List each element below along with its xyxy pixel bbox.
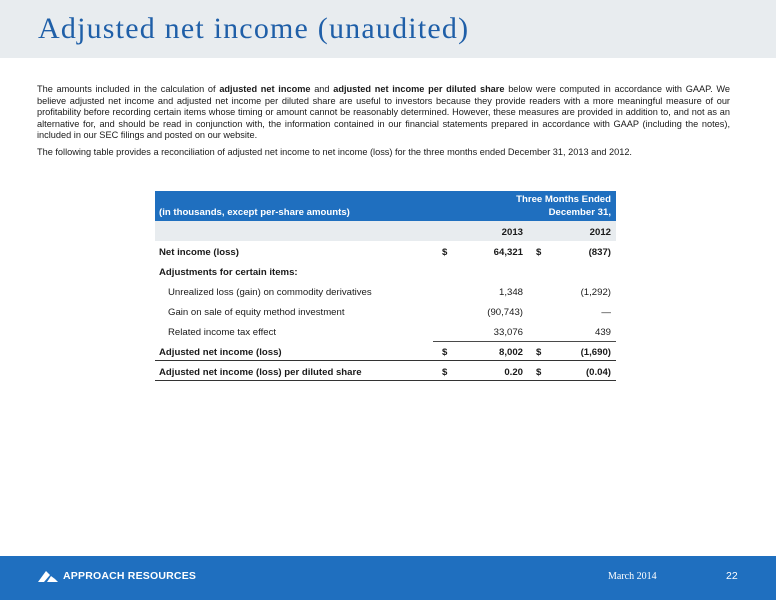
intro-term-adjusted-per-share: adjusted net income per diluted share: [333, 84, 505, 94]
page-number: 22: [726, 570, 738, 582]
row-label: Adjusted net income (loss): [159, 347, 282, 358]
year-2012-header: 2012: [589, 227, 611, 238]
table-row-adjusted-net-income: [155, 341, 616, 361]
intro-text-1: The amounts included in the calculation of: [37, 84, 220, 94]
footer-date: March 2014: [608, 571, 657, 582]
value-2013: 8,002: [498, 347, 523, 358]
row-label: Net income (loss): [159, 247, 239, 258]
intro-text-3: below were computed in accordance with GAAP. We believe adjusted net income and adjusted net income per diluted share are useful to investors because they provide readers with a more meaningful measure of our profitability before recording certain items whose timing or amount cannot be reasonably determined. However, these measures are provided in addition to, and not as an alternative for, and should be read in conjunction with, the information contained in our financial statements prepared in accordance with GAAP (including the notes), included in our SEC filings and posted on our website.: [37, 84, 730, 141]
reconciliation-table: [155, 191, 616, 381]
table-header: [155, 191, 616, 221]
period-date-label: December 31,: [548, 207, 611, 218]
value-2013: 33,076: [493, 327, 523, 338]
intro-term-adjusted-net-income: adjusted net income: [219, 84, 311, 94]
approach-logo-icon: [38, 570, 60, 582]
period-label: Three Months Ended: [516, 194, 611, 205]
dollar-sign: $: [536, 347, 542, 358]
row-label: Gain on sale of equity method investment: [168, 307, 345, 318]
table-row-unrealized-derivatives: [155, 281, 616, 301]
table-row-adjustments-heading: [155, 261, 616, 281]
dollar-sign: $: [442, 367, 448, 378]
value-2013: 64,321: [493, 247, 523, 258]
value-2012: (1,292): [580, 287, 611, 298]
value-2012: (0.04): [585, 367, 611, 378]
year-header-row: [155, 221, 616, 241]
table-row-adjusted-per-share: [155, 361, 616, 381]
row-label: Related income tax effect: [168, 327, 277, 338]
year-2013-header: 2013: [501, 227, 523, 238]
dollar-sign: $: [442, 347, 448, 358]
row-label: Adjusted net income (loss) per diluted share: [159, 367, 362, 378]
table-row-gain-on-sale: [155, 301, 616, 321]
intro-text-2: and: [310, 84, 334, 94]
value-2012: —: [601, 307, 611, 318]
value-2013: 0.20: [504, 367, 523, 378]
row-label: Unrealized loss (gain) on commodity derivatives: [168, 287, 372, 298]
company-name: APPROACH RESOURCES: [63, 570, 197, 582]
value-2012: (1,690): [580, 347, 611, 358]
table-row-net-income: [155, 241, 616, 261]
intro-reconciliation-note: The following table provides a reconciliation of adjusted net income to net income (loss) for the three months ended December 31, 2013 and 2012.: [37, 147, 632, 157]
table-row-income-tax-effect: [155, 321, 616, 341]
dollar-sign: $: [442, 247, 448, 258]
value-2013: 1,348: [498, 287, 523, 298]
value-2012: 439: [594, 327, 611, 338]
value-2012: (837): [588, 247, 611, 258]
dollar-sign: $: [536, 247, 542, 258]
row-label: Adjustments for certain items:: [159, 267, 298, 278]
table-units-label: (in thousands, except per-share amounts): [159, 207, 350, 218]
slide-title: Adjusted net income (unaudited): [38, 12, 470, 45]
intro-paragraph: [37, 84, 730, 142]
dollar-sign: $: [536, 367, 542, 378]
value-2013: (90,743): [487, 307, 523, 318]
